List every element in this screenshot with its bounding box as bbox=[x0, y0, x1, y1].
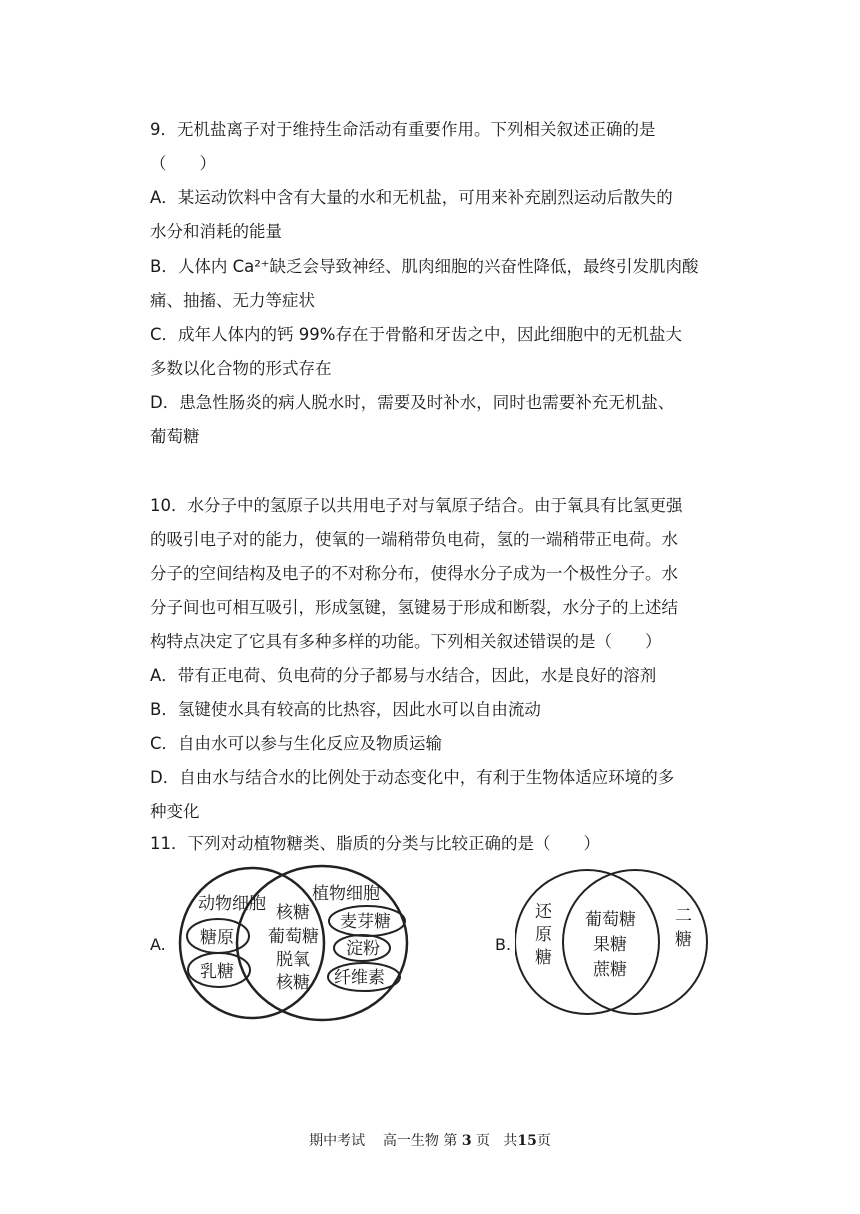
q10-option-b: B．氢键使水具有较高的比热容，因此水可以自由流动 bbox=[150, 700, 541, 719]
q10-stem-line-3: 分子的空间结构及电子的不对称分布，使得水分子成为一个极性分子。水 bbox=[150, 564, 678, 583]
venn-a-plant-label: 植物细胞 bbox=[312, 884, 380, 904]
q9-option-c-line-2: 多数以化合物的形式存在 bbox=[150, 359, 332, 378]
q10-stem-line-2: 的吸引电子对的能力，使氧的一端稍带负电荷，氢的一端稍带正电荷。水 bbox=[150, 530, 678, 549]
q11-option-b-label: B. bbox=[495, 935, 512, 954]
q9-option-c-line-1: C．成年人体内的钙 99%存在于骨骼和牙齿之中，因此细胞中的无机盐大 bbox=[150, 325, 682, 344]
venn-a-item-cellulose: 纤维素 bbox=[334, 968, 385, 988]
footer-exam: 期中考试 bbox=[309, 1133, 366, 1149]
venn-b-right-label-1: 二 bbox=[675, 906, 692, 926]
q9-option-b-line-2: 痛、抽搐、无力等症状 bbox=[150, 291, 315, 310]
venn-b-left-label-3: 糖 bbox=[535, 948, 552, 968]
venn-diagram-b bbox=[515, 865, 715, 1020]
venn-a-item-maltose: 麦芽糖 bbox=[340, 912, 391, 932]
venn-b-left-label-2: 原 bbox=[535, 925, 552, 945]
q10-option-c: C．自由水可以参与生化反应及物质运输 bbox=[150, 734, 443, 753]
q9-option-a-line-2: 水分和消耗的能量 bbox=[150, 222, 282, 241]
q9-option-d-line-1: D．患急性肠炎的病人脱水时，需要及时补水，同时也需要补充无机盐、 bbox=[150, 393, 675, 412]
venn-a-item-lactose: 乳糖 bbox=[200, 962, 234, 982]
venn-a-item-starch: 淀粉 bbox=[346, 939, 380, 959]
venn-b-item-glucose: 葡萄糖 bbox=[585, 910, 636, 930]
q9-option-b-line-1: B．人体内 Ca²⁺缺乏会导致神经、肌肉细胞的兴奋性降低，最终引发肌肉酸 bbox=[150, 257, 699, 276]
footer-total-suffix: 页 bbox=[536, 1133, 551, 1149]
venn-a-animal-label: 动物细胞 bbox=[198, 894, 266, 914]
venn-b-item-sucrose: 蔗糖 bbox=[593, 960, 627, 980]
q10-option-d-line-1: D．自由水与结合水的比例处于动态变化中，有利于生物体适应环境的多 bbox=[150, 768, 675, 787]
venn-a-item-glycogen: 糖原 bbox=[200, 928, 234, 948]
q10-stem-line-4: 分子间也可相互吸引，形成氢键，氢键易于形成和断裂，水分子的上述结 bbox=[150, 598, 678, 617]
q9-stem-line-2: （ ） bbox=[150, 154, 216, 173]
page-footer bbox=[0, 1130, 860, 1150]
q11-option-a-label: A. bbox=[150, 935, 166, 954]
q11-stem: 11．下列对动植物糖类、脂质的分类与比较正确的是（ ） bbox=[150, 834, 600, 853]
footer-page-suffix: 页 bbox=[476, 1133, 491, 1149]
venn-b-item-fructose: 果糖 bbox=[593, 935, 627, 955]
footer-subject: 高一生物 bbox=[382, 1133, 439, 1149]
footer-total-prefix: 共 bbox=[503, 1133, 518, 1149]
venn-b-right-label-2: 糖 bbox=[675, 930, 692, 950]
footer-page-prefix: 第 bbox=[443, 1133, 458, 1149]
venn-a-item-glucose: 葡萄糖 bbox=[268, 927, 319, 947]
q10-option-a: A．带有正电荷、负电荷的分子都易与水结合，因此，水是良好的溶剂 bbox=[150, 666, 657, 685]
venn-a-item-ribose: 核糖 bbox=[276, 903, 310, 923]
venn-a-item-deoxy: 脱氧 bbox=[276, 950, 310, 970]
q9-option-d-line-2: 葡萄糖 bbox=[150, 427, 200, 446]
venn-diagram-a bbox=[170, 860, 420, 1025]
q10-option-d-line-2: 种变化 bbox=[150, 802, 200, 821]
venn-b-left-label-1: 还 bbox=[535, 902, 552, 922]
q10-stem-line-5: 构特点决定了它具有多种多样的功能。下列相关叙述错误的是（ ） bbox=[150, 632, 662, 651]
footer-total-pages: 15 bbox=[517, 1133, 537, 1149]
venn-a-item-deoxyribose: 核糖 bbox=[276, 973, 310, 993]
q10-stem-line-1: 10．水分子中的氢原子以共用电子对与氧原子结合。由于氧具有比氢更强 bbox=[150, 496, 683, 515]
q9-option-a-line-1: A．某运动饮料中含有大量的水和无机盐，可用来补充剧烈运动后散失的 bbox=[150, 188, 673, 207]
footer-page-number: 3 bbox=[461, 1133, 472, 1149]
q9-stem-line-1: 9．无机盐离子对于维持生命活动有重要作用。下列相关叙述正确的是 bbox=[150, 120, 656, 139]
